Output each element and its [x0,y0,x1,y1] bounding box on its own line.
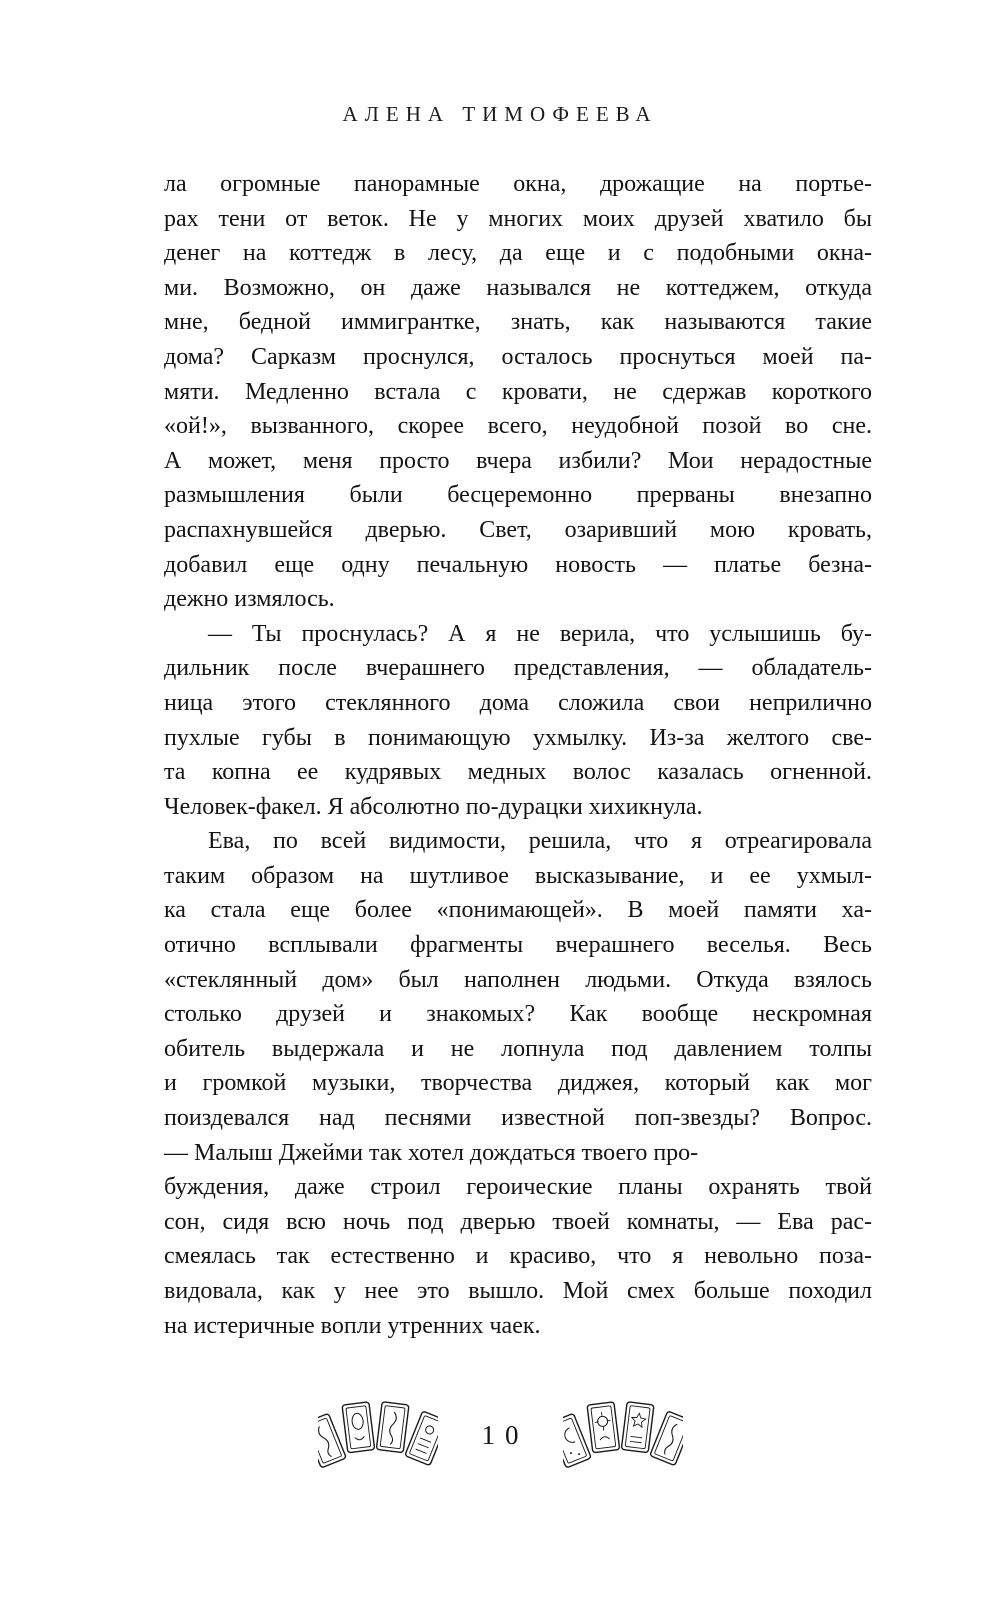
paragraph [164,824,872,1170]
text-line: добавил еще одну печальную новость — платье безна- [164,551,872,578]
text-line: дильник после вчерашнего представления, — обладатель- [164,655,872,682]
text-line: — Малыш Джейми так хотел дождаться твоего про- [164,1139,699,1166]
text-line: ми. Возможно, он даже назывался не коттеджем, откуда [164,274,872,301]
paragraph [164,617,872,825]
text-line: мяти. Медленно встала с кровати, не сдержав короткого [164,378,872,405]
text-line: Ева, по всей видимости, решила, что я отреагировала [208,828,872,855]
text-line: денег на коттедж в лесу, да еще и с подобными окна- [164,240,872,267]
text-line: та копна ее кудрявых медных волос казалась огненной. [164,759,872,786]
text-line: обитель выдержала и не лопнула под давлением толпы [164,1035,872,1062]
text-line: отично всплывали фрагменты вчерашнего веселья. Весь [164,932,872,959]
text-line: смеялась так естественно и красиво, что я невольно поза- [164,1243,872,1270]
text-line: рах тени от веток. Не у многих моих друзей хватило бы [164,205,872,232]
text-line: ница этого стеклянного дома сложила свои неприлично [164,689,872,716]
text-line: поиздевался над песнями известной поп-звезды? Вопрос. [164,1105,872,1132]
text-line: — Ты проснулась? А я не верила, что услышишь бу- [208,620,872,647]
text-line: буждения, даже строил героические планы охранять твой [164,1174,872,1201]
author-name: АЛЕНА ТИМОФЕЕВА [342,102,658,126]
page-footer [0,1392,1000,1478]
text-line: пухлые губы в понимающую ухмылку. Из-за желтого све- [164,724,872,751]
paragraph [164,167,872,617]
tarot-cards-left-icon [318,1392,438,1478]
tarot-cards-right-icon [563,1392,683,1478]
text-line: видовала, как у нее это вышло. Мой смех больше походил [164,1278,872,1304]
text-line: таким образом на шутливое высказывание, и ее ухмыл- [164,862,872,889]
paragraph [164,1170,872,1343]
body-text [164,167,872,1343]
text-line: дома? Сарказм проснулся, осталось проснуться моей па- [164,343,872,370]
text-line: размышления были бесцеремонно прерваны внезапно [164,482,872,509]
text-line: дежно измялось. [164,586,335,613]
page-number: 10 [481,1419,529,1450]
text-line: ла огромные панорамные окна, дрожащие на портье- [164,171,872,197]
text-line: распахнувшейся дверью. Свет, озаривший мою кровать, [164,516,872,543]
text-line: А может, меня просто вчера избили? Мои нерадостные [164,447,872,474]
text-line: сон, сидя всю ночь под дверью твоей комнаты, — Ева рас- [164,1208,872,1235]
text-line: на истеричные вопли утренних чаек. [164,1312,541,1339]
text-line: ка стала еще более «понимающей». В моей памяти ха- [164,897,872,924]
text-line: мне, бедной иммигрантке, знать, как называются такие [164,309,872,336]
text-line: и громкой музыки, творчества диджея, который как мог [164,1070,872,1097]
text-line: Человек-факел. Я абсолютно по-дурацки хихикнула. [164,793,703,820]
text-line: столько друзей и знакомых? Как вообще нескромная [164,1001,872,1028]
text-line: «ой!», вызванного, скорее всего, неудобной позой во сне. [164,413,872,440]
text-line: «стеклянный дом» был наполнен людьми. Откуда взялось [164,966,872,993]
